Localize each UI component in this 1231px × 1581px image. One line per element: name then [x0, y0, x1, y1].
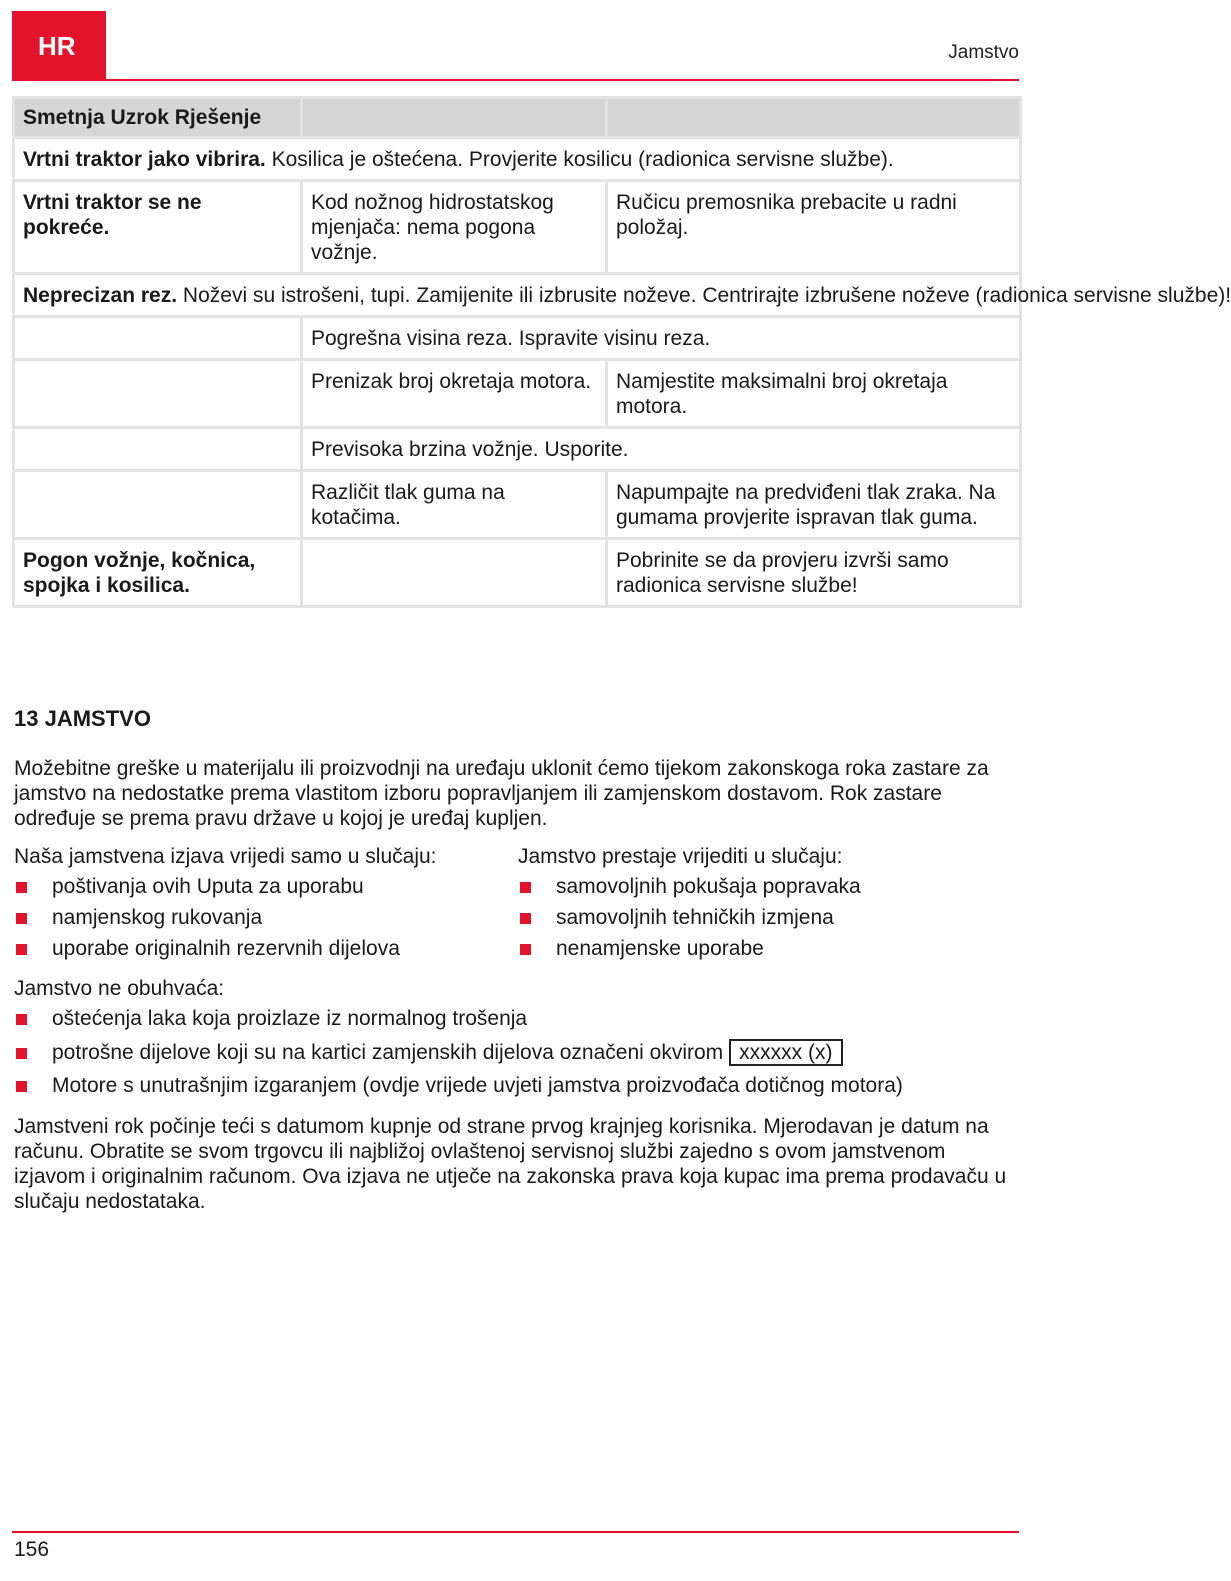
list-item: Motore s unutrašnjim izgaranjem (ovdje vrijede uvjeti jamstva proizvođača dotičnog motora)	[14, 1073, 1014, 1104]
cause-cell: Kod nožnog hidrostatskog mjenjača: nema pogona vožnje.	[302, 181, 607, 274]
list-item: uporabe originalnih rezervnih dijelova	[14, 936, 504, 967]
cause-text: Pogrešna visina reza.	[311, 327, 513, 350]
language-code: HR	[38, 31, 76, 61]
cause-text: Noževi su istrošeni, tupi.	[182, 284, 411, 307]
table-row	[14, 274, 1021, 317]
table-header-cell: Smetnja Uzrok Rješenje	[14, 98, 302, 138]
table-row	[14, 471, 1021, 539]
problem-cell: Pogon vožnje, kočnica, spojka i kosilica.	[14, 539, 302, 607]
page-number: 156	[14, 1538, 50, 1561]
header-divider	[12, 79, 1019, 81]
table-header-cell	[302, 98, 607, 138]
page-section-title: Jamstvo	[948, 42, 1019, 63]
problem-cell	[14, 317, 302, 360]
warranty-intro: Možebitne greške u materijalu ili proizvodnji na uređaju uklonit ćemo tijekom zakonskoga roka zastare za jamstvo na nedostatke prema vlastitom izboru popravljanjem ili zamjenskom dostavom. Rok zastare određuje se prema pravu države u kojoj je uređaj kupljen.	[14, 757, 989, 830]
problem-cell	[14, 428, 302, 471]
excluded-heading: Jamstvo ne obuhvaća:	[14, 977, 225, 1000]
table-row	[14, 138, 1021, 181]
table-row	[14, 317, 1021, 360]
valid-conditions	[14, 844, 504, 967]
bullet-icon	[520, 913, 531, 924]
void-conditions	[518, 844, 1018, 967]
list-item: namjenskog rukovanja	[14, 905, 504, 936]
table-row	[14, 428, 1021, 471]
cause-cell: Različit tlak guma na kotačima.	[302, 471, 607, 539]
table-header-row	[14, 98, 1021, 138]
problem-text: Vrtni traktor jako vibrira.	[23, 148, 266, 171]
table-header-cell	[607, 98, 1021, 138]
list-item: potrošne dijelove koji su na kartici zamjenskih dijelova označeni okvirom xxxxxx (x)	[14, 1037, 1014, 1073]
cause-solution-cell	[302, 317, 1021, 360]
problem-cell	[14, 360, 302, 428]
list-item: oštećenja laka koja proizlaze iz normalnog trošenja	[14, 1006, 1014, 1037]
table-row	[14, 181, 1021, 274]
problem-cell	[14, 471, 302, 539]
table-row	[14, 360, 1021, 428]
table-row	[14, 539, 1021, 607]
solution-cell: Ručicu premosnika prebacite u radni položaj.	[607, 181, 1021, 274]
void-heading: Jamstvo prestaje vrijediti u slučaju:	[518, 845, 843, 868]
table-row-merged	[14, 274, 1231, 317]
troubleshooting-table	[12, 96, 1231, 608]
table-row-merged	[14, 138, 1021, 181]
bullet-icon	[16, 944, 27, 955]
list-item: poštivanja ovih Uputa za uporabu	[14, 874, 504, 905]
solution-text: Zamijenite ili izbrusite noževe. Centrirajte izbrušene noževe (radionica servisne službe)!	[416, 284, 1231, 307]
part-number-box: xxxxxx (x)	[729, 1039, 842, 1066]
solution-text: Ispravite visinu reza.	[518, 327, 711, 350]
solution-text: Usporite.	[544, 438, 629, 461]
problem-text: Neprecizan rez.	[23, 284, 178, 307]
list-item: samovoljnih tehničkih izmjena	[518, 905, 1018, 936]
cause-text: Previsoka brzina vožnje.	[311, 438, 539, 461]
valid-heading: Naša jamstvena izjava vrijedi samo u slučaju:	[14, 845, 437, 868]
footer-divider	[12, 1531, 1019, 1533]
list-item: samovoljnih pokušaja popravaka	[518, 874, 1018, 905]
bullet-icon	[16, 1048, 27, 1059]
cause-text: Kosilica je oštećena.	[271, 148, 464, 171]
cause-cell	[302, 539, 607, 607]
bullet-icon	[16, 1081, 27, 1092]
bullet-icon	[520, 944, 531, 955]
solution-cell: Pobrinite se da provjeru izvrši samo radionica servisne službe!	[607, 539, 1021, 607]
cause-cell: Prenizak broj okretaja motora.	[302, 360, 607, 428]
list-item: nenamjenske uporabe	[518, 936, 1018, 967]
bullet-icon	[16, 882, 27, 893]
cause-solution-cell	[302, 428, 1021, 471]
bullet-icon	[520, 882, 531, 893]
problem-cell: Vrtni traktor se ne pokreće.	[14, 181, 302, 274]
excluded-list	[14, 976, 1014, 1104]
solution-cell: Namjestite maksimalni broj okretaja motora.	[607, 360, 1021, 428]
solution-text: Provjerite kosilicu (radionica servisne službe).	[468, 148, 894, 171]
warranty-closing: Jamstveni rok počinje teći s datumom kupnje od strane prvog krajnjeg korisnika. Mjerodavan je datum na računu. Obratite se svom trgovcu ili najbližoj ovlaštenoj servisnoj službi zajedno s ovom jamstvenom izjavom i originalnim računom. Ova izjava ne utječe na zakonska prava koja kupac ima prema prodavaču u slučaju nedostataka.	[14, 1115, 1007, 1213]
section-heading: 13 JAMSTVO	[14, 706, 151, 731]
language-badge	[12, 11, 106, 79]
bullet-icon	[16, 1014, 27, 1025]
solution-cell: Napumpajte na predviđeni tlak zraka. Na gumama provjerite ispravan tlak guma.	[607, 471, 1021, 539]
bullet-icon	[16, 913, 27, 924]
